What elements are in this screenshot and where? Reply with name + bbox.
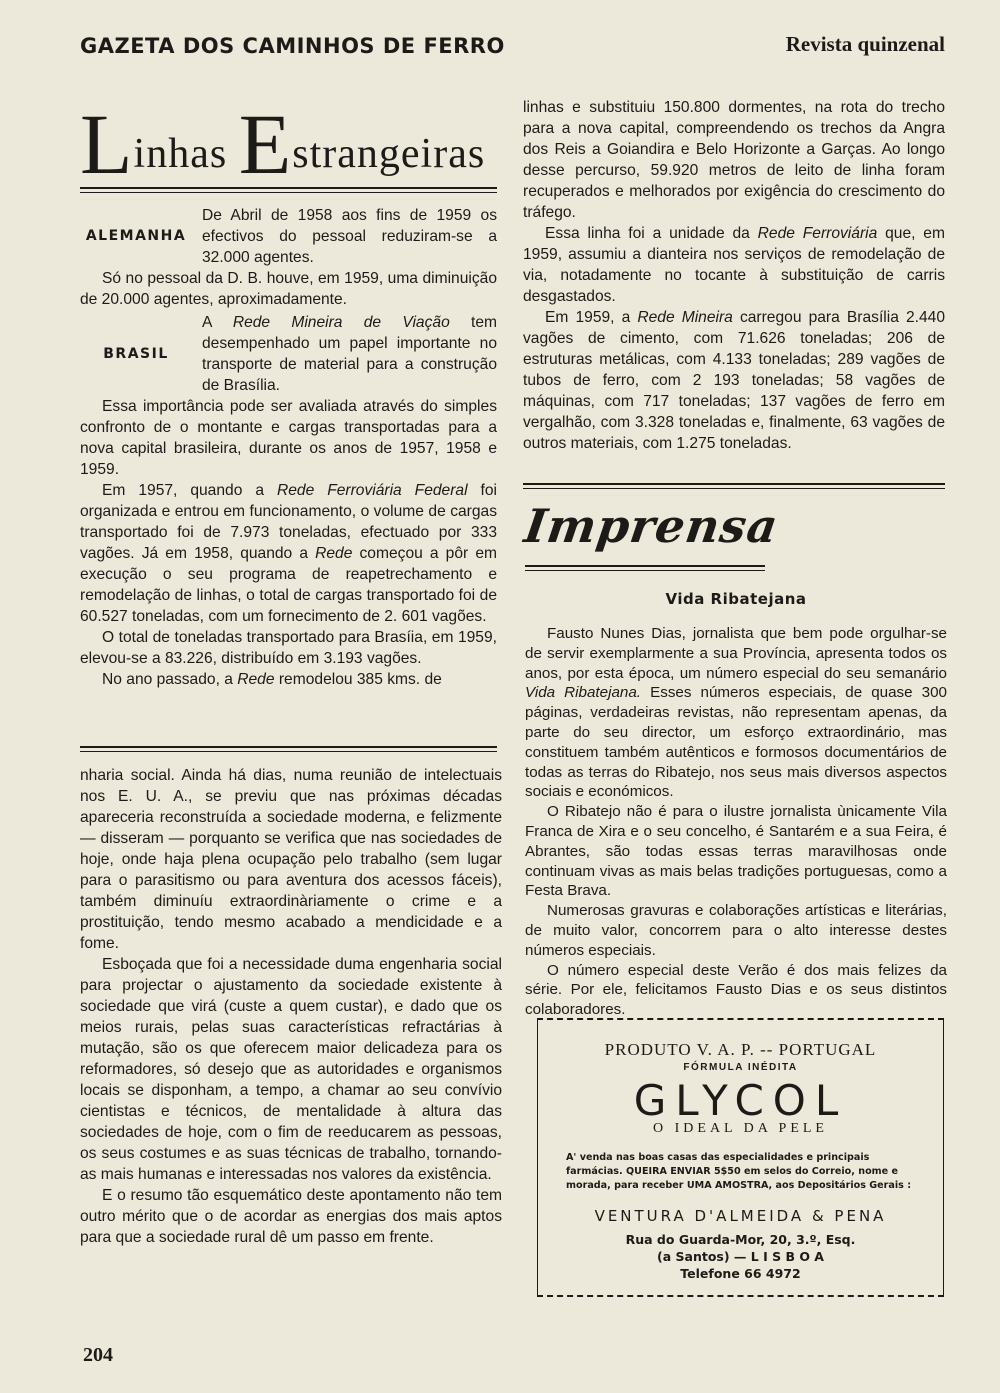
p1957-c: começou a pôr em execução o seu programa de reapetrechamento e remodelação de linhas, o total de cargas transportado foi de 60.527 toneladas, com um fornecimento de 2. 601 vagões. — [80, 545, 497, 625]
ad-phone: Telefone 66 4972 — [680, 1266, 801, 1281]
country-label-alemanha: ALEMANHA — [85, 228, 187, 244]
ad-address-line-1: Rua do Guarda-Mor, 20, 3.º, Esq. — [625, 1232, 856, 1247]
rp2-b: que, em 1959, assumiu a dianteira nos serviços de remodelação de via, notadamente no tocante à substituição de carris desgastados. — [523, 225, 945, 305]
country-label-brasil: BRASIL — [103, 345, 169, 362]
p1957-em1: Rede Ferroviária Federal — [276, 482, 468, 499]
title-rule — [80, 187, 497, 189]
right-continuation: linhas e substituiu 150.800 dormentes, na rota do trecho para a nova capital, compreendendo os trechos da Angra dos Reis a Goiandira e Belo Horizonte a Garças. Ao longo desse percurso, 59.920 metros de leito de linha foram recuperados e melhorados por exigência do crescimento do tráfego. — [523, 99, 945, 221]
rp3-a: Em 1959, a — [545, 309, 638, 326]
advertisement-glycol — [537, 1018, 944, 1297]
p1957-b: foi organizada e entrou em funcionamento, o volume de cargas transportado foi de 7.973 toneladas, efectuado por 333 vagões. Já em 1958, quando a — [80, 482, 497, 562]
title-part-2: strangeiras — [292, 131, 486, 177]
brasil-lead-rest: tem desempenhado um papel importante no transporte de material para a construção de Brasília. — [202, 314, 498, 394]
ad-company-name: VENTURA D'ALMEIDA & PENA — [594, 1207, 887, 1225]
rp2-a: Essa linha foi a unidade da — [545, 225, 758, 242]
p-ano-em: Rede — [237, 671, 275, 688]
article-social-continuation — [80, 765, 502, 1248]
right-paragraph-3 — [523, 307, 945, 454]
ad-body-text: A' venda nas boas casas das especialidades e principais farmácias. QUEIRA ENVIAR 5$50 em selos do Correio, nome e morada, para receber UMA AMOSTRA, aos Depositários Gerais : — [566, 1152, 912, 1191]
right-paragraph-2 — [523, 223, 945, 307]
rp2-em: Rede Ferroviária — [757, 225, 878, 242]
imprensa-paragraph-1 — [525, 624, 947, 802]
imp-p1-a: Fausto Nunes Dias, jornalista que bem pode orgulhar-se de servir exemplarmente a sua Província, apresenta todos os anos, por esta época, um número especial do seu semanário — [525, 625, 947, 682]
ad-formula-line: FÓRMULA INÉDITA — [683, 1062, 798, 1073]
brasil-lead-text — [202, 312, 497, 396]
section-title-linhas-estrangeiras — [80, 96, 497, 192]
title-initial-e: E — [238, 96, 293, 192]
title-part-1: inhas — [133, 131, 239, 177]
imprensa-paragraph-3: Numerosas gravuras e colaborações artísticas e literárias, de muito valor, concorrem para o alto interesse destes números especiais. — [525, 902, 947, 959]
article-linhas-right-column — [523, 97, 945, 454]
running-head-title: GAZETA DOS CAMINHOS DE FERRO — [80, 34, 505, 58]
rp3-em: Rede Mineira — [637, 309, 733, 326]
p1957-a: Em 1957, quando a — [102, 482, 277, 499]
ad-address — [538, 1231, 943, 1282]
running-head-periodicity: Revista quinzenal — [785, 32, 945, 56]
social-paragraph-2: Esboçada que foi a necessidade duma engenharia social para projectar o ajustamento da sociedade existente à sociedade que virá (custe a quem custar), e dado que os meios rurais, pelas suas características refractárias à mutação, são os que oferecem maior delicadeza para os reformadores, só desejo que as autoridades e organismos locais se disponham, a tempo, a chamar ao seu convívio cientistas e técnicos, de mentalidade à altura das sociedades de hoje, com o fim de reeducarem as pessoas, os seus costumes e as suas técnicas de trabalho, tornando-as mais humanas e interessadas nos valores da existência. — [80, 956, 502, 1183]
p-ano-b: remodelou 385 kms. de — [274, 671, 442, 688]
paragraph-ano-passado — [80, 669, 497, 690]
left-column-divider — [80, 746, 497, 748]
ad-brand-name: GLYCOL — [633, 1076, 848, 1125]
alemanha-paragraph: Só no pessoal da D. B. houve, em 1959, uma diminuição de 20.000 agentes, aproximadamente. — [80, 270, 497, 308]
ad-address-line-2: (a Santos) — L I S B O A — [657, 1249, 824, 1264]
imprensa-subtitle: Vida Ribatejana — [665, 590, 807, 608]
paragraph-1957 — [80, 480, 497, 627]
imprensa-title-rule — [525, 565, 765, 567]
rp3-b: carregou para Brasília 2.440 vagões de cimento, com 71.626 toneladas; 206 de estruturas metálicas, com 4.133 toneladas; 289 vagões de tubos de ferro, com 2 193 toneladas; 58 vagões de máquinas, com 717 toneladas; 137 vagões de ferro em vergalhão, com 3.328 toneladas e, finalmente, 63 vagões de outros materiais, com 1.275 toneladas. — [523, 309, 945, 452]
page-number: 204 — [83, 1344, 113, 1366]
imp-p1-em: Vida Ribatejana. — [525, 684, 642, 702]
p-ano-a: No ano passado, a — [102, 671, 238, 688]
article-imprensa — [525, 624, 947, 1020]
title-initial-l: L — [80, 96, 134, 192]
paragraph-importancia: Essa importância pode ser avaliada através do simples confronto de o montante e cargas transportadas para a nova capital brasileira, durante os anos de 1957, 1958 e 1959. — [80, 398, 497, 478]
p1957-em2: Rede — [315, 545, 353, 562]
right-column-divider — [523, 483, 945, 485]
alemanha-block — [80, 205, 497, 268]
ad-product-line: PRODUTO V. A. P. -- PORTUGAL — [604, 1040, 877, 1059]
ad-tagline: O IDEAL DA PELE — [653, 1121, 828, 1136]
alemanha-text: De Abril de 1958 aos fins de 1959 os efectivos do pessoal reduziram-se a 32.000 agentes. — [202, 207, 497, 266]
imp-p1-b: Esses números especiais, de quase 300 páginas, verdadeiras revistas, não representam apenas, da parte do seu director, um esforço extraordinário, mas constituem também autênticos e formosos documentários de todas as terras do Ribatejo, nos seus mais diversos aspectos sociais e económicos. — [525, 684, 947, 801]
paragraph-total: O total de toneladas transportado para Brasíia, em 1959, elevou-se a 83.226, distribuído em 3.193 vagões. — [80, 629, 497, 667]
social-paragraph-1: nharia social. Ainda há dias, numa reunião de intelectuais nos E. U. A., se previu que nas próximas décadas apareceria reconstruída a sociedade moderna, e felizmente — disseram — porquanto se verifica que nas sociedades de hoje, onde haja plena ocupação pelo trabalho (sem lugar para o parasitismo ou para aventura dos acessos fáceis), também diminuíu extraordinàriamente o crime e a prostituição, tendo mesmo acabado a mendicidade e a fome. — [80, 767, 502, 952]
brasil-lead: A — [202, 314, 233, 331]
social-paragraph-3: E o resumo tão esquemático deste apontamento não tem outro mérito que o de acordar as energias dos mais aptos para que a sociedade rural dê um passo em frente. — [80, 1187, 502, 1246]
article-linhas-left-column — [80, 205, 497, 690]
imprensa-paragraph-4: O número especial deste Verão é dos mais felizes da série. Por ele, felicitamos Fausto Dias e os seus distintos colaboradores. — [525, 961, 947, 1019]
brasil-block — [80, 312, 497, 396]
section-title-imprensa: Imprensa — [521, 499, 782, 553]
brasil-lead-em: Rede Mineira de Viação — [232, 314, 450, 331]
imprensa-paragraph-2: O Ribatejo não é para o ilustre jornalista ùnicamente Vila Franca de Xira e o seu concelho, é Santarém e a sua Feira, é Abrantes, são todas essas terras maravilhosas onde continuam vivas as mais belas tradições portuguesas, como a Festa Brava. — [525, 803, 947, 900]
